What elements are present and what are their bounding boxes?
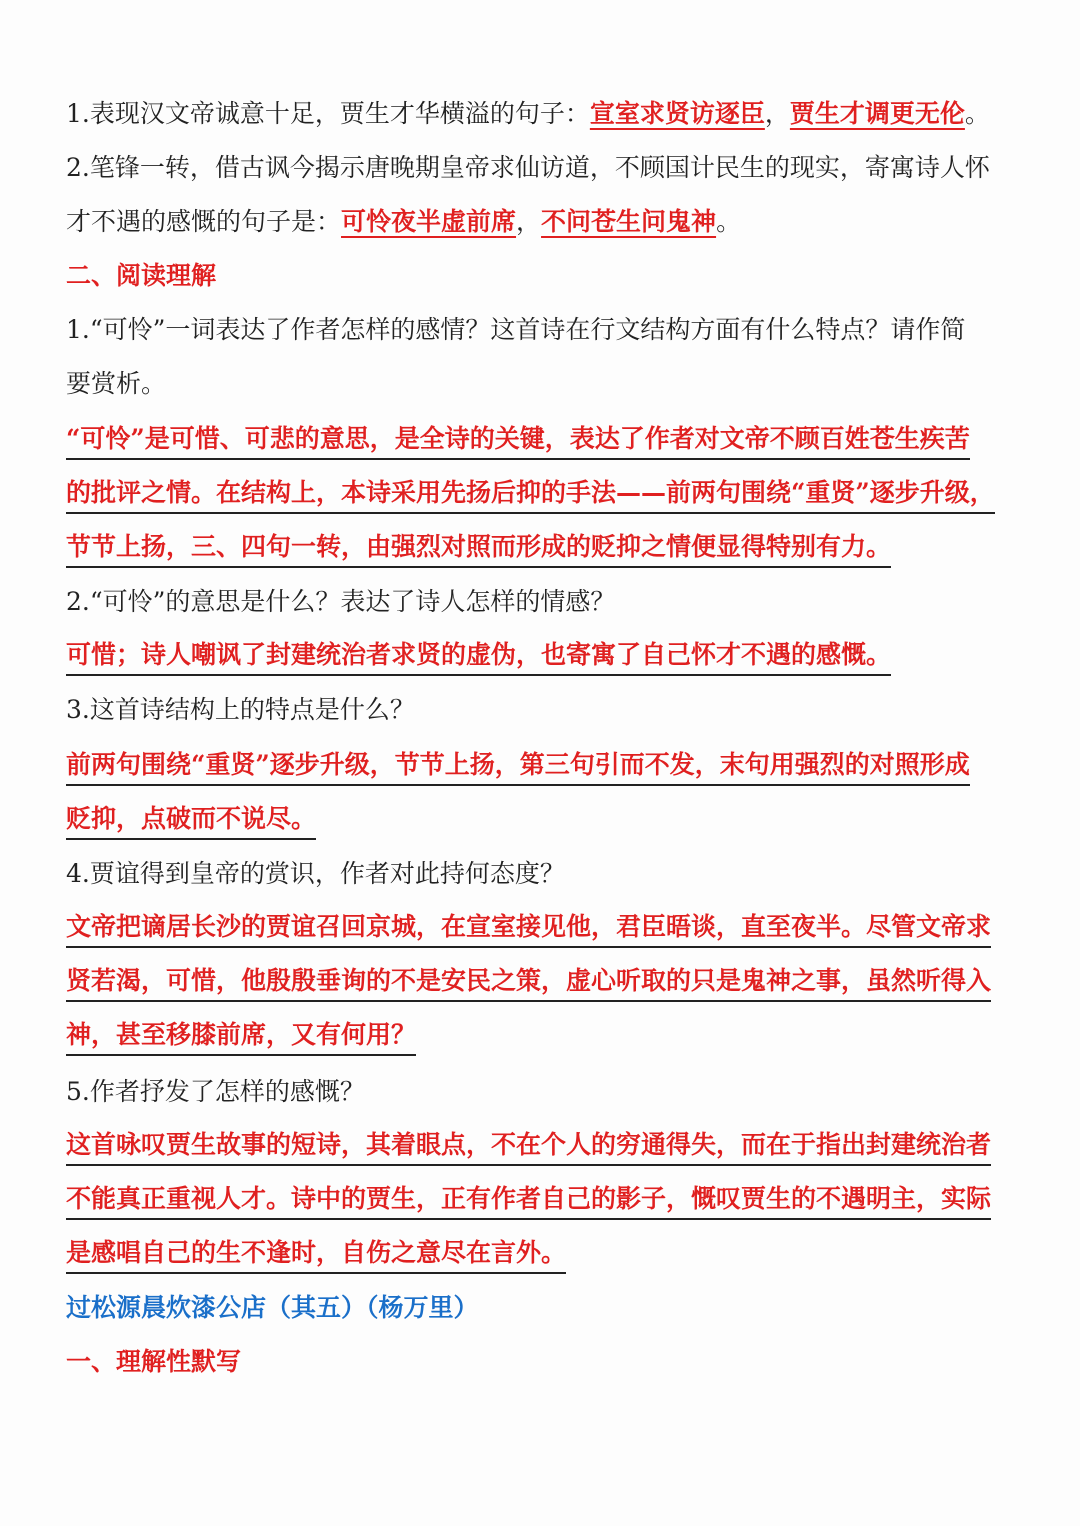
answer-1-line-3: 节节上扬，三、四句一转，由强烈对照而形成的贬抑之情便显得特别有力。 [66, 528, 891, 568]
answer-4-line-3: 神，甚至移膝前席，又有何用？ [66, 1016, 416, 1056]
section-heading-dictation: 一、理解性默写 [66, 1347, 242, 1376]
answer-text: 贾生才调更无伦 [789, 99, 965, 128]
answer-text: 不问苍生问鬼神 [541, 207, 717, 236]
punctuation: 。 [964, 99, 990, 128]
answer-5-line-3: 是感唱自己的生不逢时，自伤之意尽在言外。 [66, 1234, 566, 1274]
poem-title-heading: 过松源晨炊漆公店（其五）（杨万里） [66, 1293, 479, 1322]
section-heading-reading: 二、阅读理解 [66, 261, 217, 290]
answer-1-line-1: “可怜”是可惜、可悲的意思，是全诗的关键，表达了作者对文帝不顾百姓苍生疾苦 [66, 420, 970, 460]
answer-5-line-1: 这首咏叹贾生故事的短诗，其着眼点，不在个人的穷通得失，而在于指出封建统治者 [66, 1126, 991, 1166]
punctuation: ， [516, 207, 542, 236]
punctuation: ， [764, 99, 790, 128]
question-5: 5.作者抒发了怎样的感慨？ [66, 1077, 365, 1106]
answer-4-line-1: 文帝把谪居长沙的贾谊召回京城，在宣室接见他，君臣晤谈，直至夜半。尽管文帝求 [66, 908, 991, 948]
question-1-line-2: 要赏析。 [66, 369, 167, 398]
dictation-item-1 [66, 94, 990, 134]
question-text: 1.表现汉文帝诚意十足，贾生才华横溢的句子： [66, 99, 590, 128]
answer-1-line-2: 的批评之情。在结构上，本诗采用先扬后抑的手法——前两句围绕“重贤”逐步升级， [66, 474, 995, 514]
question-1-line-1: 1.“可怜”一词表达了作者怎样的感情？这首诗在行文结构方面有什么特点？请作简 [66, 315, 966, 344]
question-4: 4.贾谊得到皇帝的赏识，作者对此持何态度？ [66, 859, 565, 888]
answer-3-line-1: 前两句围绕“重贤”逐步升级，节节上扬，第三句引而不发，末句用强烈的对照形成 [66, 746, 970, 786]
dictation-item-2-line-2 [66, 202, 741, 242]
answer-text: 可怜夜半虚前席 [341, 207, 517, 236]
dictation-item-2-line-1: 2.笔锋一转，借古讽今揭示唐晚期皇帝求仙访道，不顾国计民生的现实，寄寓诗人怀 [66, 153, 990, 182]
answer-4-line-2: 贤若渴，可惜，他殷殷垂询的不是安民之策，虚心听取的只是鬼神之事，虽然听得入 [66, 962, 991, 1002]
answer-text: 宣室求贤访逐臣 [589, 99, 765, 128]
punctuation: 。 [716, 207, 742, 236]
question-text: 才不遇的感慨的句子是： [66, 207, 342, 236]
answer-3-line-2: 贬抑，点破而不说尽。 [66, 800, 316, 840]
question-3: 3.这首诗结构上的特点是什么？ [66, 695, 415, 724]
answer-5-line-2: 不能真正重视人才。诗中的贾生，正有作者自己的影子，慨叹贾生的不遇明主，实际 [66, 1180, 991, 1220]
question-2: 2.“可怜”的意思是什么？表达了诗人怎样的情感？ [66, 587, 616, 616]
answer-2: 可惜；诗人嘲讽了封建统治者求贤的虚伪，也寄寓了自己怀才不遇的感慨。 [66, 636, 891, 676]
